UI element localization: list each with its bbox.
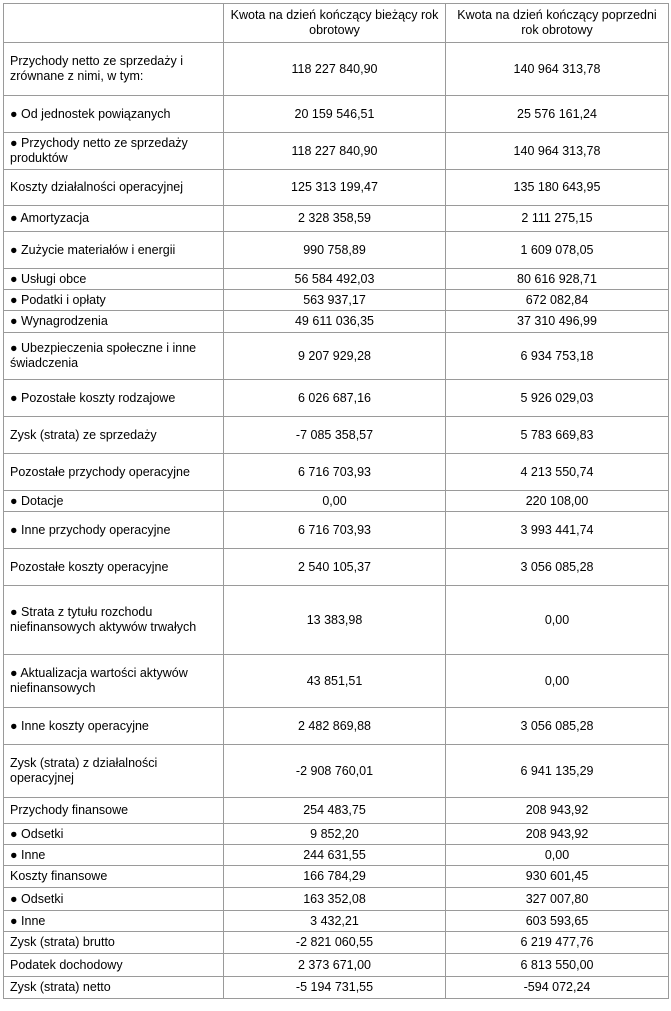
table-header-row <box>4 4 669 43</box>
row-current-value: 2 482 869,88 <box>224 708 446 745</box>
table-row <box>4 798 669 824</box>
row-label: Zysk (strata) netto <box>4 977 224 999</box>
row-label: Zysk (strata) brutto <box>4 932 224 954</box>
row-current-value: 6 716 703,93 <box>224 512 446 549</box>
table-row <box>4 43 669 96</box>
row-label: Pozostałe przychody operacyjne <box>4 454 224 491</box>
row-current-value: 9 852,20 <box>224 824 446 845</box>
table-row <box>4 417 669 454</box>
row-current-value: 0,00 <box>224 491 446 512</box>
table-row <box>4 845 669 866</box>
row-previous-value: 208 943,92 <box>446 824 669 845</box>
row-previous-value: 4 213 550,74 <box>446 454 669 491</box>
table-row <box>4 96 669 133</box>
table-row <box>4 512 669 549</box>
row-current-value: -2 821 060,55 <box>224 932 446 954</box>
header-previous-year: Kwota na dzień kończący poprzedni rok obrotowy <box>446 4 669 43</box>
row-previous-value: 3 056 085,28 <box>446 549 669 586</box>
row-current-value: 125 313 199,47 <box>224 170 446 206</box>
table-row <box>4 333 669 380</box>
row-label: ● Odsetki <box>4 888 224 911</box>
table-row <box>4 708 669 745</box>
row-current-value: 6 026 687,16 <box>224 380 446 417</box>
row-current-value: 20 159 546,51 <box>224 96 446 133</box>
table-row <box>4 954 669 977</box>
row-current-value: -2 908 760,01 <box>224 745 446 798</box>
row-label: Przychody finansowe <box>4 798 224 824</box>
table-row <box>4 133 669 170</box>
table-row <box>4 380 669 417</box>
header-current-year: Kwota na dzień kończący bieżący rok obrotowy <box>224 4 446 43</box>
row-previous-value: 140 964 313,78 <box>446 43 669 96</box>
header-label-cell <box>4 4 224 43</box>
row-current-value: 2 328 358,59 <box>224 206 446 232</box>
row-label: Koszty finansowe <box>4 866 224 888</box>
row-label: Pozostałe koszty operacyjne <box>4 549 224 586</box>
table-row <box>4 454 669 491</box>
table-row <box>4 232 669 269</box>
row-previous-value: 80 616 928,71 <box>446 269 669 290</box>
table-row <box>4 549 669 586</box>
row-current-value: 166 784,29 <box>224 866 446 888</box>
row-current-value: 43 851,51 <box>224 655 446 708</box>
table-row <box>4 170 669 206</box>
row-current-value: 2 373 671,00 <box>224 954 446 977</box>
row-previous-value: 140 964 313,78 <box>446 133 669 170</box>
table-row <box>4 866 669 888</box>
row-previous-value: 603 593,65 <box>446 911 669 932</box>
row-label: Zysk (strata) z działalności operacyjnej <box>4 745 224 798</box>
row-label: Podatek dochodowy <box>4 954 224 977</box>
income-statement-table <box>3 3 669 999</box>
table-row <box>4 655 669 708</box>
table-row <box>4 745 669 798</box>
table-row <box>4 269 669 290</box>
row-label: Koszty działalności operacyjnej <box>4 170 224 206</box>
row-previous-value: 6 941 135,29 <box>446 745 669 798</box>
table-row <box>4 911 669 932</box>
row-current-value: 13 383,98 <box>224 586 446 655</box>
row-previous-value: 6 934 753,18 <box>446 333 669 380</box>
table-row <box>4 311 669 333</box>
row-previous-value: 37 310 496,99 <box>446 311 669 333</box>
row-previous-value: 3 056 085,28 <box>446 708 669 745</box>
table-row <box>4 491 669 512</box>
row-current-value: 990 758,89 <box>224 232 446 269</box>
row-previous-value: 135 180 643,95 <box>446 170 669 206</box>
row-previous-value: 327 007,80 <box>446 888 669 911</box>
row-label: ● Od jednostek powiązanych <box>4 96 224 133</box>
table-row <box>4 977 669 999</box>
row-current-value: 118 227 840,90 <box>224 43 446 96</box>
row-label: ● Wynagrodzenia <box>4 311 224 333</box>
row-previous-value: 25 576 161,24 <box>446 96 669 133</box>
row-current-value: 2 540 105,37 <box>224 549 446 586</box>
row-previous-value: 1 609 078,05 <box>446 232 669 269</box>
row-label: ● Przychody netto ze sprzedaży produktów <box>4 133 224 170</box>
row-label: ● Inne <box>4 845 224 866</box>
table-row <box>4 824 669 845</box>
row-label: ● Dotacje <box>4 491 224 512</box>
row-current-value: 3 432,21 <box>224 911 446 932</box>
row-previous-value: 5 926 029,03 <box>446 380 669 417</box>
row-label: ● Zużycie materiałów i energii <box>4 232 224 269</box>
row-current-value: 254 483,75 <box>224 798 446 824</box>
row-current-value: -7 085 358,57 <box>224 417 446 454</box>
row-current-value: 244 631,55 <box>224 845 446 866</box>
row-current-value: 56 584 492,03 <box>224 269 446 290</box>
row-previous-value: 6 219 477,76 <box>446 932 669 954</box>
row-current-value: -5 194 731,55 <box>224 977 446 999</box>
row-label: ● Inne przychody operacyjne <box>4 512 224 549</box>
row-label: ● Usługi obce <box>4 269 224 290</box>
row-previous-value: 930 601,45 <box>446 866 669 888</box>
table-row <box>4 206 669 232</box>
row-current-value: 49 611 036,35 <box>224 311 446 333</box>
row-previous-value: 0,00 <box>446 586 669 655</box>
row-current-value: 163 352,08 <box>224 888 446 911</box>
row-previous-value: 3 993 441,74 <box>446 512 669 549</box>
row-label: ● Pozostałe koszty rodzajowe <box>4 380 224 417</box>
row-current-value: 118 227 840,90 <box>224 133 446 170</box>
row-label: Zysk (strata) ze sprzedaży <box>4 417 224 454</box>
row-current-value: 9 207 929,28 <box>224 333 446 380</box>
row-label: ● Inne koszty operacyjne <box>4 708 224 745</box>
table-row <box>4 586 669 655</box>
row-label: ● Aktualizacja wartości aktywów niefinansowych <box>4 655 224 708</box>
row-label: ● Ubezpieczenia społeczne i inne świadczenia <box>4 333 224 380</box>
row-previous-value: 2 111 275,15 <box>446 206 669 232</box>
row-label: ● Strata z tytułu rozchodu niefinansowych aktywów trwałych <box>4 586 224 655</box>
row-previous-value: 220 108,00 <box>446 491 669 512</box>
row-label: ● Inne <box>4 911 224 932</box>
row-previous-value: 672 082,84 <box>446 290 669 311</box>
row-previous-value: 0,00 <box>446 655 669 708</box>
row-previous-value: 6 813 550,00 <box>446 954 669 977</box>
row-current-value: 6 716 703,93 <box>224 454 446 491</box>
row-current-value: 563 937,17 <box>224 290 446 311</box>
row-label: ● Odsetki <box>4 824 224 845</box>
table-row <box>4 290 669 311</box>
table-row <box>4 932 669 954</box>
row-label: ● Podatki i opłaty <box>4 290 224 311</box>
table-row <box>4 888 669 911</box>
row-label: Przychody netto ze sprzedaży i zrównane z nimi, w tym: <box>4 43 224 96</box>
row-previous-value: 208 943,92 <box>446 798 669 824</box>
row-previous-value: -594 072,24 <box>446 977 669 999</box>
row-previous-value: 5 783 669,83 <box>446 417 669 454</box>
row-label: ● Amortyzacja <box>4 206 224 232</box>
row-previous-value: 0,00 <box>446 845 669 866</box>
